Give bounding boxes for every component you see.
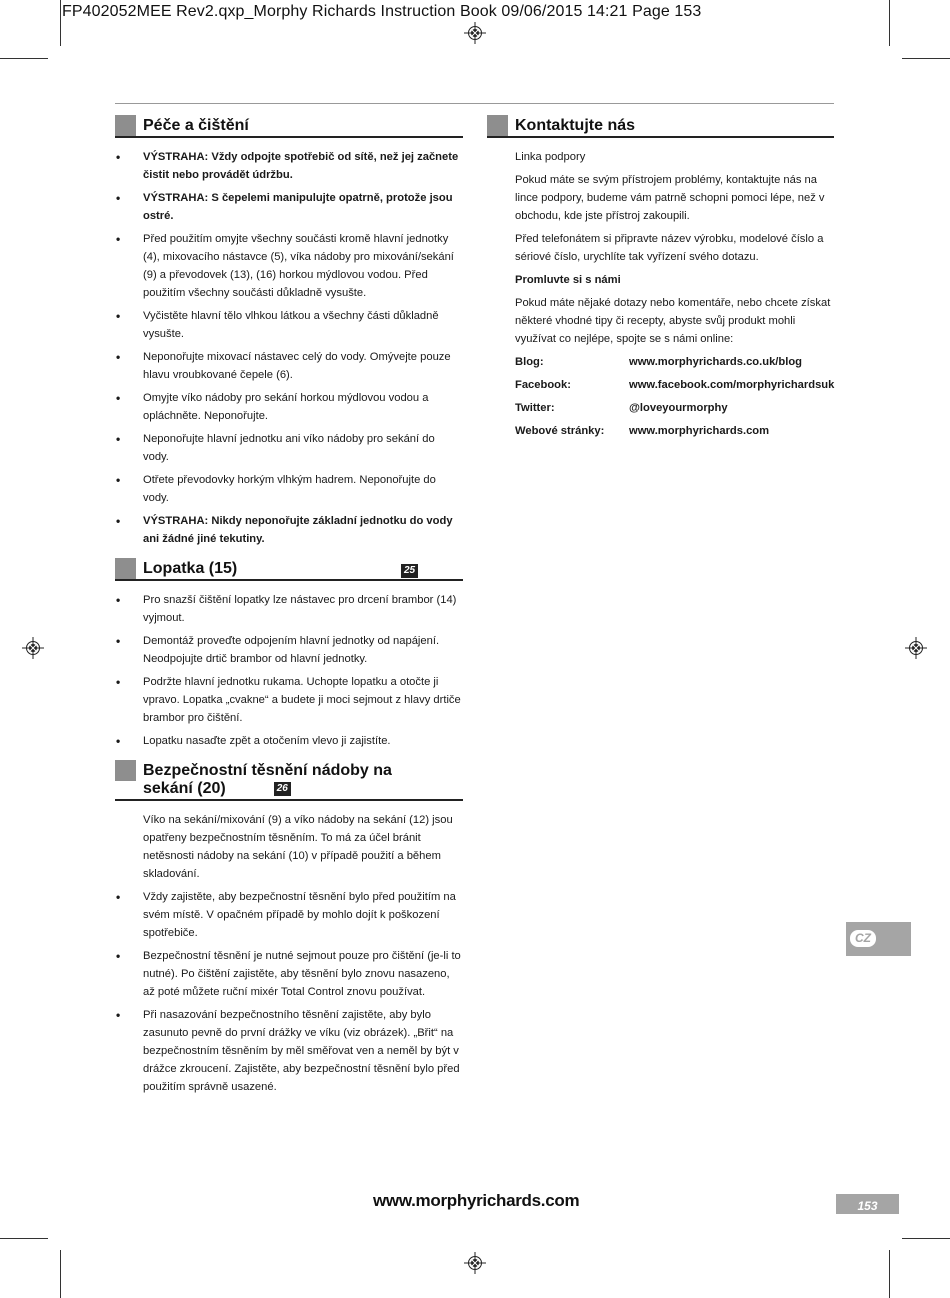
seal-list: [115, 888, 463, 1096]
list-item: • Neponořujte mixovací nástavec celý do vody. Omývejte pouze hlavu vroubkované čepele (6).: [115, 348, 463, 384]
section-title-line: Bezpečnostní těsnění nádoby na: [143, 762, 392, 779]
link-label: Webové stránky:: [515, 425, 605, 437]
list-item: • Neponořujte hlavní jednotku ani víko nádoby pro sekání do vody.: [115, 430, 463, 466]
link-label: Facebook:: [515, 379, 571, 391]
seal-intro: Víko na sekání/mixování (9) a víko nádoby na sekání (12) jsou opatřeny bezpečnostním těsněním. To má za účel bránit netěsnosti nádoby na sekání (10) v případě použití a během skladování.: [143, 814, 453, 880]
print-slug: FP402052MEE Rev2.qxp_Morphy Richards Instruction Book 09/06/2015 14:21 Page 153: [62, 3, 702, 20]
list-item: • Lopatku nasaďte zpět a otočením vlevo ji zajistíte.: [115, 732, 463, 750]
twitter-link[interactable]: @loveyourmorphy: [629, 402, 728, 414]
heading-square-icon: [115, 115, 136, 136]
helpline-label: Linka podpory: [515, 151, 586, 163]
language-code: CZ: [850, 930, 876, 947]
link-row-facebook: [515, 376, 834, 394]
facebook-link[interactable]: www.facebook.com/morphyrichardsuk: [629, 379, 835, 391]
page-number: 153: [836, 1194, 899, 1214]
heading-square-icon: [115, 760, 136, 781]
crop-mark: [889, 0, 890, 46]
figure-reference: 26: [274, 782, 291, 796]
link-label: Blog:: [515, 356, 544, 368]
link-row-blog: [515, 353, 834, 371]
section-title: Péče a čištění: [143, 117, 249, 134]
right-column: [487, 115, 834, 445]
section-heading-care: [115, 115, 463, 138]
section-heading-contact: [487, 115, 834, 138]
figure-reference: 25: [401, 564, 418, 578]
registration-mark-icon: [905, 637, 927, 659]
crop-mark: [902, 58, 950, 59]
list-item: • Bezpečnostní těsnění je nutné sejmout pouze pro čištění (je-li to nutné). Po čištění zajistěte, aby těsnění bylo znovu nasazeno, až poté můžete ruční mixér Total Control znovu používat.: [115, 947, 463, 1001]
heading-square-icon: [115, 558, 136, 579]
subheading: Promluvte si s námi: [515, 274, 621, 286]
registration-mark-icon: [464, 1252, 486, 1274]
heading-square-icon: [487, 115, 508, 136]
online-links: [515, 353, 834, 440]
crop-mark: [889, 1250, 890, 1298]
crop-mark: [0, 1238, 48, 1239]
section-heading-seal: [115, 760, 463, 801]
list-item: • Podržte hlavní jednotku rukama. Uchopte lopatku a otočte ji vpravo. Lopatka „cvakne“ a budete ji moci sejmout z hlavy drtiče brambor pro čištění.: [115, 673, 463, 727]
footer-website: www.morphyrichards.com: [373, 1191, 580, 1210]
list-item: • Vždy zajistěte, aby bezpečnostní těsnění bylo před použitím na svém místě. V opačném případě by mohlo dojít k poškození spotřebiče.: [115, 888, 463, 942]
list-item: • Pro snazší čištění lopatky lze nástavec pro drcení brambor (14) vyjmout.: [115, 591, 463, 627]
website-link[interactable]: www.morphyrichards.com: [629, 425, 770, 437]
link-row-website: [515, 422, 834, 440]
crop-mark: [902, 1238, 950, 1239]
section-heading-paddle: [115, 558, 463, 581]
list-item: • Otřete převodovky horkým vlhkým hadrem. Neponořujte do vody.: [115, 471, 463, 507]
top-rule: [115, 103, 834, 104]
link-label: Twitter:: [515, 402, 555, 414]
list-item: • Při nasazování bezpečnostního těsnění zajistěte, aby bylo zasunuto pevně do první drážky ve víku (viz obrázek). „Břit“ na bezpečnostním těsněním by měl směřovat ven a neměl by být v drážce zkroucení. Zajistěte, aby bezpečnostní těsnění bylo před použitím správně usazené.: [115, 1006, 463, 1096]
registration-mark-icon: [464, 22, 486, 44]
paragraph: Pokud máte nějaké dotazy nebo komentáře, nebo chcete získat některé vhodné tipy či recepty, abyste svůj produkt mohli využívat co nejlépe, spojte se s námi online:: [515, 297, 831, 345]
care-list: [115, 148, 463, 548]
paragraph: Před telefonátem si připravte název výrobku, modelové číslo a sériové číslo, urychlíte tak vyřízení svého dotazu.: [515, 233, 824, 263]
crop-mark: [60, 1250, 61, 1298]
crop-mark: [0, 58, 48, 59]
link-row-twitter: [515, 399, 834, 417]
list-item: • Demontáž proveďte odpojením hlavní jednotky od napájení. Neodpojujte drtič brambor od hlavní jednotky.: [115, 632, 463, 668]
section-title-line: sekání (20): [143, 780, 226, 797]
paragraph: Pokud máte se svým přístrojem problémy, kontaktujte nás na lince podpory, budeme vám patrně schopni pomoci lépe, než v obchodu, kde jste přístroj zakoupili.: [515, 174, 825, 222]
list-item: • Vyčistěte hlavní tělo vlhkou látkou a všechny části důkladně vysušte.: [115, 307, 463, 343]
left-column: [115, 115, 463, 1106]
registration-mark-icon: [22, 637, 44, 659]
list-item: • Omyjte víko nádoby pro sekání horkou mýdlovou vodou a opláchněte. Neponořujte.: [115, 389, 463, 425]
language-tab: [846, 922, 911, 956]
section-title: [143, 760, 392, 799]
list-item: • Před použitím omyjte všechny součásti kromě hlavní jednotky (4), mixovacího nástavce (5), víka nádoby pro mixování/sekání (9) a převodovek (13), (16) horkou mýdlovou vodou. Před použitím všechny součásti důkladně vysušte.: [115, 230, 463, 302]
blog-link[interactable]: www.morphyrichards.co.uk/blog: [629, 356, 803, 368]
paddle-list: [115, 591, 463, 750]
section-title: Kontaktujte nás: [515, 117, 636, 134]
list-item: • VÝSTRAHA: Vždy odpojte spotřebič od sítě, než jej začnete čistit nebo provádět údržbu.: [115, 148, 463, 184]
crop-mark: [60, 0, 61, 46]
section-title: Lopatka (15): [143, 560, 238, 577]
list-item: • VÝSTRAHA: Nikdy neponořujte základní jednotku do vody ani žádné jiné tekutiny.: [115, 512, 463, 548]
list-item: • VÝSTRAHA: S čepelemi manipulujte opatrně, protože jsou ostré.: [115, 189, 463, 225]
